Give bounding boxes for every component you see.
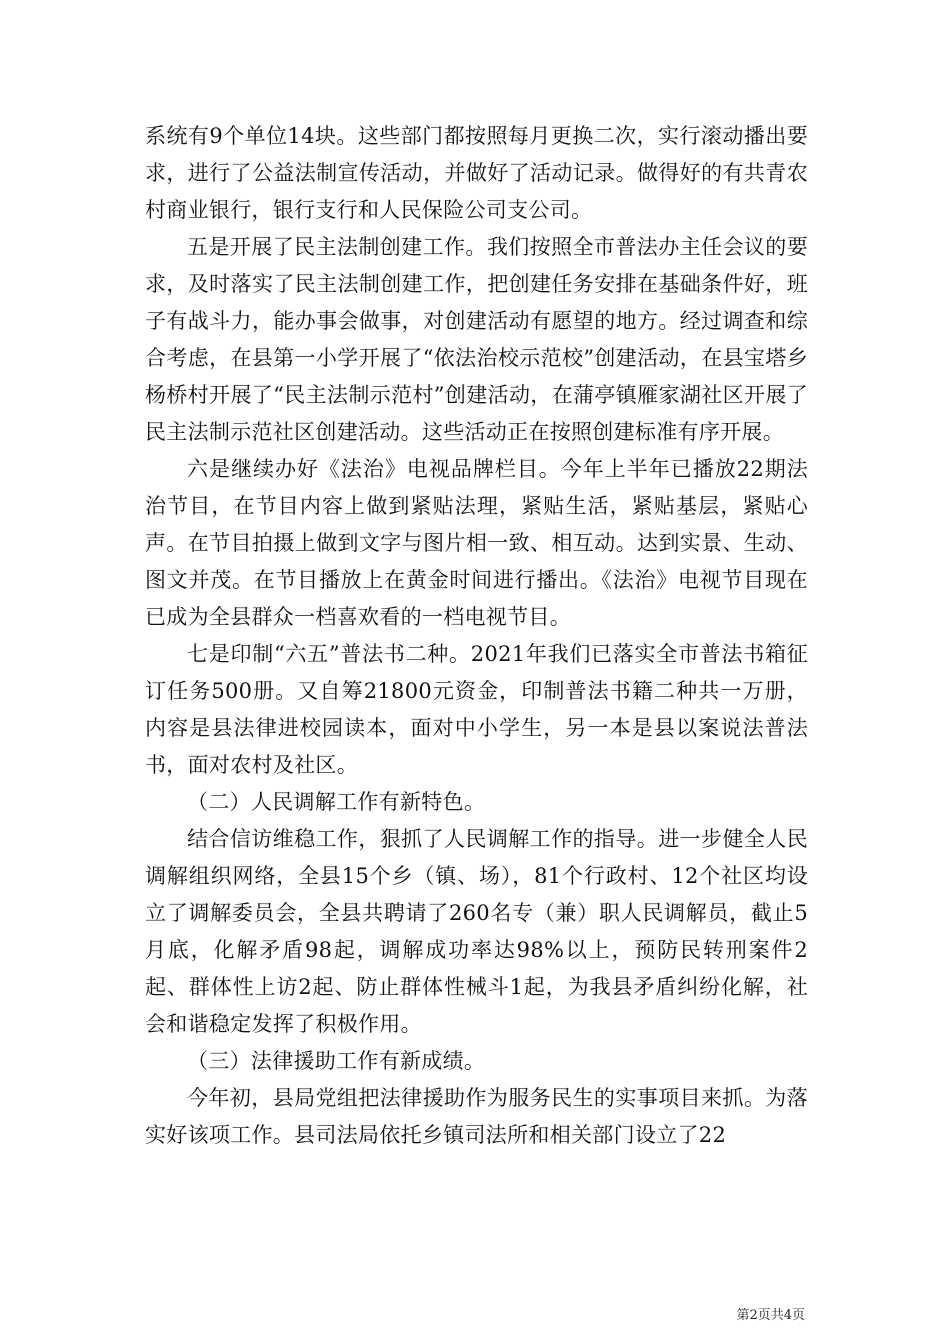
paragraph-2: 五是开展了民主法制创建工作。我们按照全市普法办主任会议的要求，及时落实了民主法制创建工作，把创建任务安排在基础条件好，班子有战斗力，能办事会做事，对创建活动有愿望的地方。经过调查和综合考虑，在县第一小学开展了“依法治校示范校”创建活动，在县宝塔乡杨桥村开展了“民主法制示范村”创建活动，在蒲亭镇雁家湖社区开展了民主法制示范社区创建活动。这些活动正在按照创建标准有序开展。 [145,235,808,444]
paragraph-5: 结合信访维稳工作，狠抓了人民调解工作的指导。进一步健全人民调解组织网络，全县15个乡（镇、场），81个行政村、12个社区均设立了调解委员会，全县共聘请了260名专（兼）职人民调解员，截止5月底，化解矛盾98起，调解成功率达98%以上，预防民转刑案件2起、群体性上访2起、防止群体性械斗1起，为我县矛盾纠纷化解，社会和谐稳定发挥了积极作用。 [145,827,808,1036]
page-number: 第2页共4页 [736,1308,805,1323]
section-heading-3: （三）法律援助工作有新成绩。 [187,1049,486,1073]
paragraph-6: 今年初，县局党组把法律援助作为服务民生的实事项目来抓。为落实好该项工作。县司法局依托乡镇司法所和相关部门设立了22 [145,1086,808,1147]
paragraph-1: 系统有9个单位14块。这些部门都按照每月更换二次，实行滚动播出要求，进行了公益法制宣传活动，并做好了活动记录。做得好的有共青农村商业银行，银行支行和人民保险公司支公司。 [145,124,808,222]
section-heading-2: （二）人民调解工作有新特色。 [187,790,486,814]
paragraph-4: 七是印制“六五”普法书二种。2021年我们已落实全市普法书箱征订任务500册。又自筹21800元资金，印制普法书籍二种共一万册，内容是县法律进校园读本，面对中小学生，另一本是县以案说法普法书，面对农村及社区。 [145,642,808,777]
paragraph-3: 六是继续办好《法治》电视品牌栏目。今年上半年已播放22期法治节目，在节目内容上做到紧贴法理，紧贴生活，紧贴基层，紧贴心声。在节目拍摄上做到文字与图片相一致、相互动。达到实景、生动、图文并茂。在节目播放上在黄金时间进行播出。《法治》电视节目现在已成为全县群众一档喜欢看的一档电视节目。 [145,457,808,629]
document-body [145,118,808,1154]
